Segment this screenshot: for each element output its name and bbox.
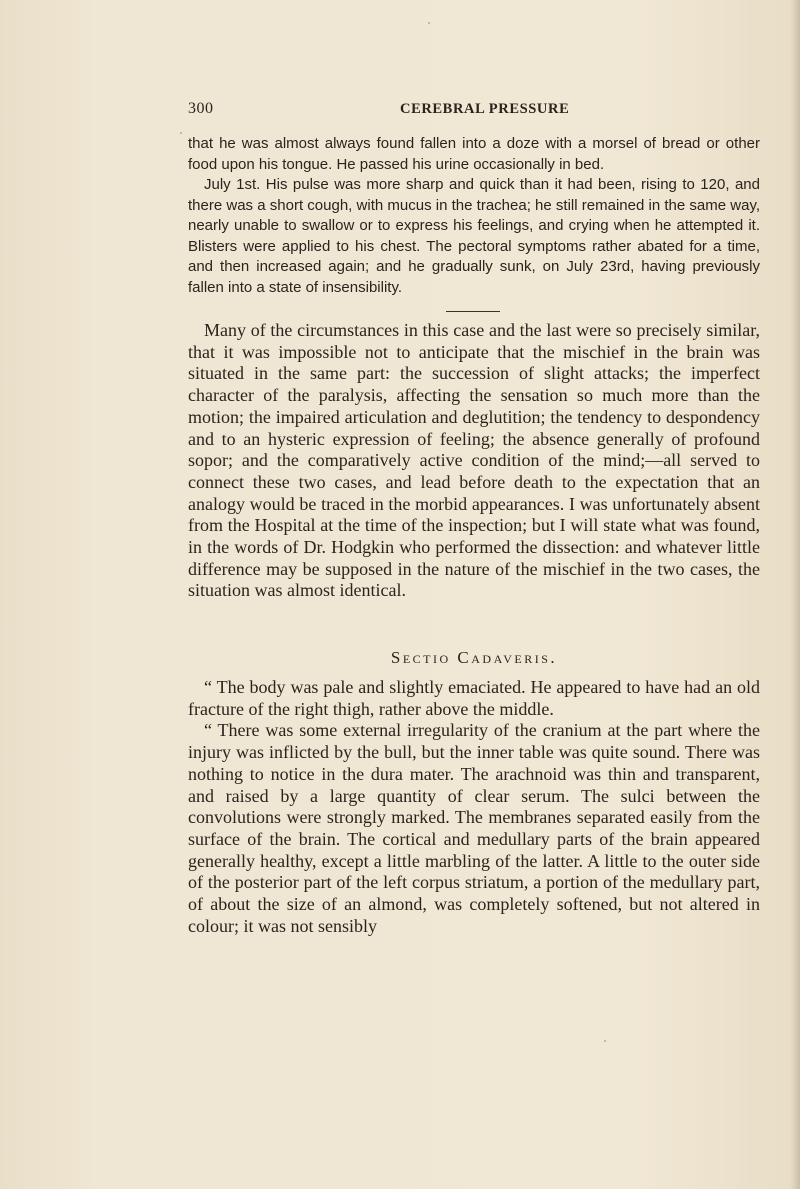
commentary-paragraph: Many of the circumstances in this case and the last were so precisely similar, that it was impossible not to anticipate that the mischief in the brain was situated in the same part: the succession of slight attacks; the imperfect character of the paralysis, affecting the sensation so much more than the motion; the impaired articulation and deglutition; the tendency to despondency and to an hysteric expression of feeling; the absence generally of profound sopor; and the comparatively active condition of the mind;—all served to connect these two cases, and lead before death to the expectation that an analogy would be traced in the morbid appearances. I was unfortunately absent from the Hospital at the time of the inspection; but I will state what was found, in the words of Dr. Hodgkin who performed the dissection: and whatever little difference may be supposed in the nature of the mischief in the two cases, the situation was almost identical. [188,320,760,601]
page-header [188,100,758,124]
running-title: CEREBRAL PRESSURE [400,101,570,117]
autopsy-paragraph: “ The body was pale and slightly emaciated. He appeared to have had an old fracture of the right thigh, rather above the middle. [188,677,760,719]
commentary-block [188,320,760,602]
case-notes [188,134,760,298]
page-number: 300 [188,100,214,117]
autopsy-block [188,677,760,937]
paper-speck [180,132,182,134]
section-divider [446,311,500,312]
case-note-paragraph: July 1st. His pulse was more sharp and quick than it had been, rising to 120, and there was a short cough, with mucus in the trachea; he still remained in the same way, nearly unable to swallow or to express his feelings, and crying when he attempted it. Blisters were applied to his chest. The pectoral symptoms rather abated for a time, and then increased again; and he gradually sunk, on July 23rd, having previously fallen into a state of insensibility. [188,176,760,296]
page-edge-shadow [790,0,800,1189]
section-heading: Sectio Cadaveris. [390,648,558,667]
paper-speck [604,1040,606,1042]
autopsy-paragraph: “ There was some external irregularity of the cranium at the part where the injury was inflicted by the bull, but the inner table was quite sound. There was nothing to notice in the dura mater. The arachnoid was thin and transparent, and raised by a large quantity of clear serum. The sulci between the convolutions were strongly marked. The membranes separated easily from the surface of the brain. The cortical and medullary parts of the brain appeared generally healthy, except a little marbling of the latter. A little to the outer side of the posterior part of the left corpus striatum, a portion of the medullary part, of about the size of an almond, was completely softened, but not altered in colour; it was not sensibly [188,720,760,936]
case-note-paragraph: that he was almost always found fallen into a doze with a morsel of bread or other food upon his tongue. He passed his urine occasionally in bed. [188,135,760,173]
paper-speck [428,22,430,24]
